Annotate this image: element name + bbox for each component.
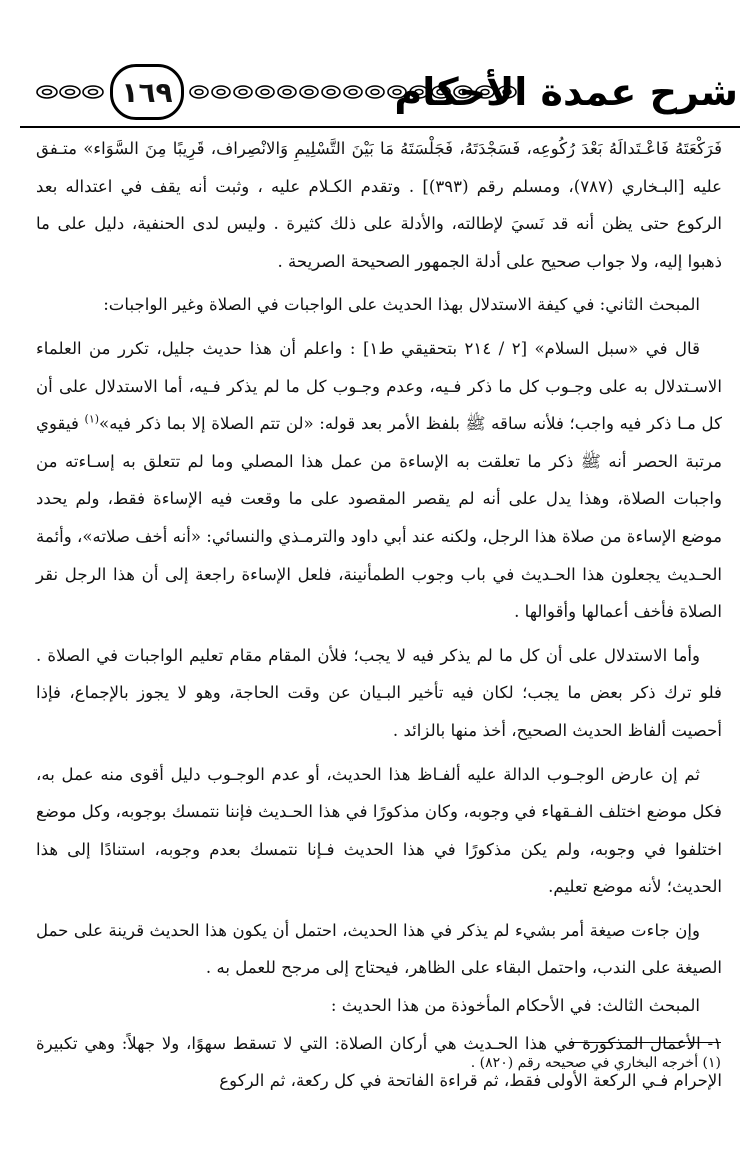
footnote: (١) أخرجه البخاري في صحيحه رقم (٨٢٠) .: [470, 1055, 721, 1071]
page-body: [36, 130, 722, 1100]
decorative-border-ornament: [35, 80, 105, 104]
paragraph: ثم إن عارض الوجـوب الدالة عليه ألفـاظ هذا الحديث، أو عدم الوجـوب دليل أقوى منه عمل به، فكل موضع اختلف الفـقهاء في وجوبه، وكان مذكورًا في هذا الحـديث فإننا نتمسك بوجوبه، وكل موضع اختلفوا في وجوبه، ولم يكن مذكورًا في هذا الحديث فـإنا نتمسك بعدم وجوبه، استنادًا إلى هذا الحديث؛ لأنه موضع تعليم.: [36, 764, 722, 897]
page-number: ١٦٩: [110, 64, 184, 120]
paragraph-text: فيقوي مرتبة الحصر أنه ﷺ ذكر ما تعلقت به الإساءة من عمل هذا المصلي وما لم تتعلق به إسـاءته من واجبات الصلاة، وهذا يدل على أنه لم يقصر المقصود على ما وقعت فيه الإساءة فقط، ولم يحدد موضع الإساءة من صلاة هذا الرجل، ولكنه عند أبي داود والترمـذي والنسائي: «أنه أخف صلاته»، وأئمة الحـديث يجعلون هذا الحـديث في باب وجوب الطمأنينة، فلعل الإساءة راجعة إلى أن هذا الرجل نقر الصلاة فأخف أعمالها وأقوالها .: [36, 414, 722, 622]
section-heading: المبحث الثالث: في الأحكام المأخوذة من هذا الحديث :: [330, 996, 700, 1016]
paragraph: فَرَكْعَتَهُ فَاعْـتَدالَهُ بَعْدَ رُكُوعِه، فَسَجْدَتَهُ، فَجَلْسَتَهُ مَا بَيْنَ التَّسْلِيمِ وَالانْصِراف، قَرِيبًا مِنَ السَّوَاء» متـفق عليه [البـخاري (٧٨٧)، ومسلم رقم (٣٩٣)] . وتقدم الكـلام عليه ، وثبت أنه يقف في اعتداله بعد الركوع حتى يظن أنه قد نَسيَ لإطالته، والأدلة على ذلك كثيرة . وليس لدى الحنفية، دليل على ما ذهبوا إليه، ولا جواب صحيح على أدلة الجمهور الصحيحة الصريحة .: [36, 139, 723, 271]
section-heading: المبحث الثاني: في كيفة الاستدلال بهذا الحديث على الواجبات في الصلاة وغير الواجبات:: [103, 295, 700, 315]
decorative-border-ornament: [188, 80, 518, 104]
footnote-divider: [571, 1042, 721, 1043]
paragraph-text: قال في «سبل السلام» [٢ / ٢١٤ بتحقيقي ط١] : واعلم أن هذا حديث جليل، تكرر من العلماء الاسـتدلال به على وجـوب كل ما ذكر فـيه، وعدم وجـوب كل ما لم يذكر فـيه، أما الاستدلال على أن كل مـا ذكر فيه واجب؛ فلأنه ساقه ﷺ بلفظ الأمر بعد قوله: «لن تتم الصلاة إلا بما ذكر فيه»: [36, 338, 722, 434]
paragraph: [36, 330, 722, 631]
book-title: شرح عمدة الأحكام: [394, 70, 738, 114]
page-header: [20, 62, 740, 132]
footnote-reference: (١): [84, 412, 100, 426]
list-item: ١- الأعمال المذكورة في هذا الحـديث هي أركان الصلاة: التي لا تسقط سهوًا، ولا جهلاً: وهي تكبيرة الإحرام فـي الركعة الأولى فقط، ثم قراءة الفاتحة في كل ركعة، ثم الركوع: [36, 1033, 722, 1091]
header-divider: [20, 126, 740, 128]
paragraph: وأما الاستدلال على أن كل ما لم يذكر فيه لا يجب؛ فلأن المقام مقام تعليم الواجبات في الصلاة . فلو ترك ذكر بعض ما يجب؛ لكان فيه تأخير البـيان عن وقت الحاجة، وهو لا يجوز بالإجماع، فإذا أحصيت ألفاظ الحديث الصحيح، أخذ منها بالزائد .: [36, 645, 722, 740]
paragraph: وإن جاءت صيغة أمر بشيء لم يذكر في هذا الحديث، احتمل أن يكون هذا الحديث قرينة على حمل الصيغة على الندب، واحتمل البقاء على الظاهر، فيحتاج إلى مرجح للعمل به .: [36, 920, 722, 978]
